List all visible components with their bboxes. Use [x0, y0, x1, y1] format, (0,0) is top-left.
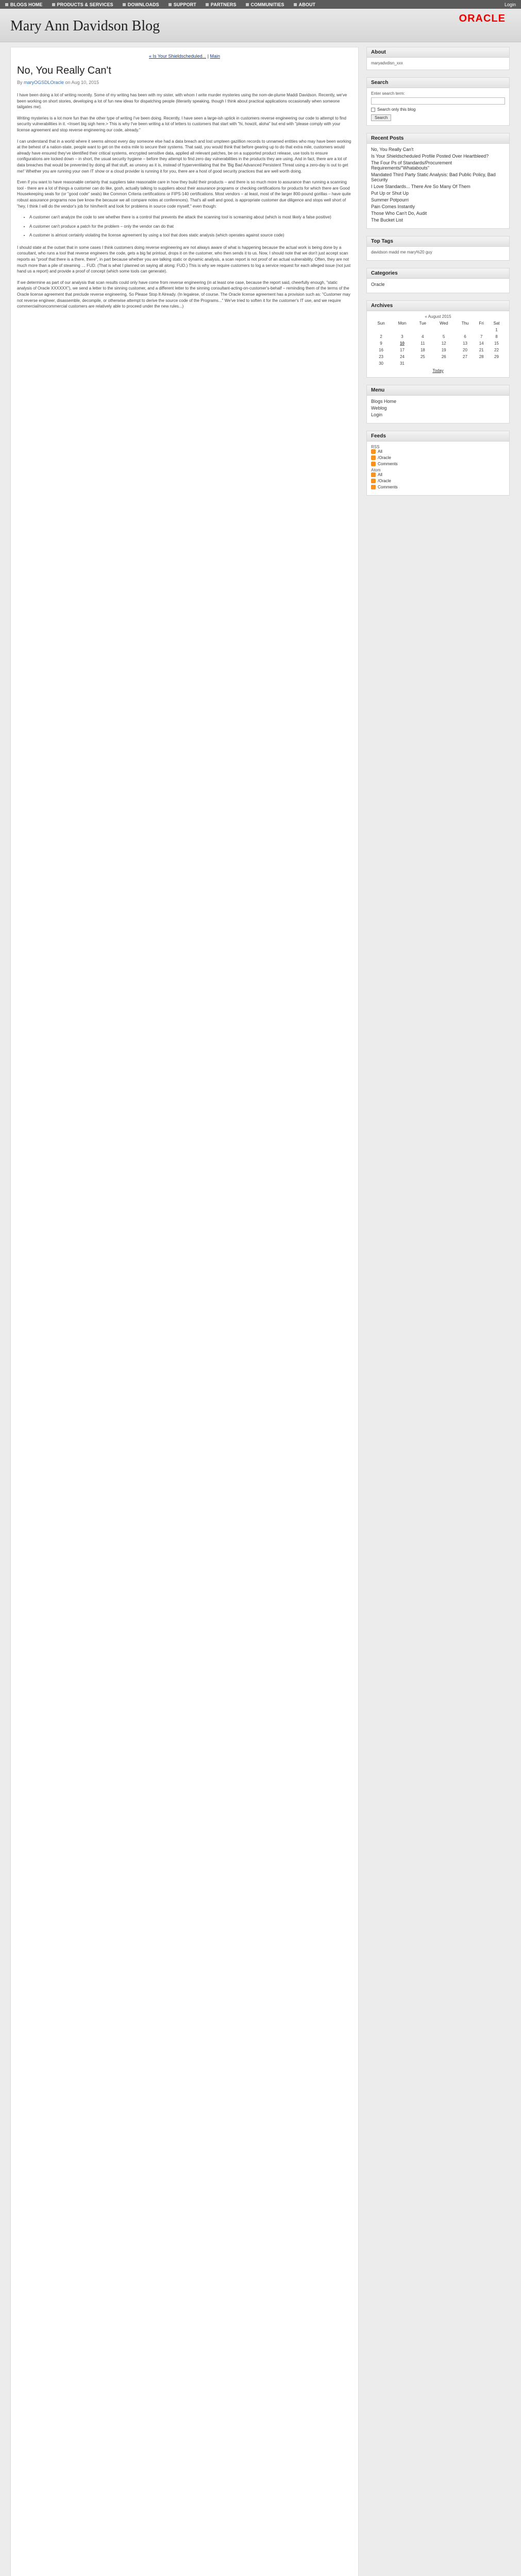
nav-support[interactable]: SUPPORT: [169, 2, 196, 7]
calendar-day: 25: [420, 354, 425, 359]
feed-label: Comments: [378, 462, 398, 466]
blog-title[interactable]: Mary Ann Davidson Blog: [10, 18, 160, 34]
post-paragraph: I can understand that in a world where it seems almost every day someone else had a data breach and lost umpteen gazillion records to unnamed entities who may have been working at the behest of a nation-state, people want to get on the extra mile to secure their systems. That said, you would think that before gearing up to do that extra mile, customers would already have ensured they've identified their critical systems, encrypted sensitive data, applied all relevant patches, be on a supported product release, use tools to ensure configurations are locked down – in short, the usual security hygiene – before they attempt to find zero day vulnerabilities in the products they are using. And in fact, there are a lot of data breaches that would be prevented by doing all that stuff, as unsexy as it is, instead of hyperventilating that the 'Big Bad Advanced Persistent Threat using a zero-day is out to get me!' Whether you are running your own IT show or a cloud provider is running it for you, there are a host of good security practices that are well worth doing.: [17, 139, 351, 174]
nav-bullet-icon: [169, 3, 172, 6]
calendar-day: 22: [494, 348, 499, 352]
about-widget: [366, 47, 510, 70]
feed-item[interactable]: [371, 479, 505, 483]
post-paragraph: I should state at the outset that in some cases I think customers doing reverse engineering are not always aware of what is happening because the actual work is being done by a consultant, who runs a tool that reverse engineers the code, gets a big fat printout, drops it on the customer, who then sends it to us. Now, I should note that we don't just accept scan reports as "proof that there is a there, there", in part because whether you are talking static or dynamic analysis, a scan report is not proof of an actual vulnerability. Often, they are not much more than a pile of steaming … FUD. (That is what I planned on saying all along: FUD.) This is why we require customers to log a service request for each alleged issue (not just hand us a report) and provide a proof of concept (which some tools can generate).: [17, 245, 351, 274]
feed-label: /Oracle: [378, 479, 391, 483]
weekday-label: Tue: [419, 321, 427, 326]
calendar-day-current[interactable]: 10: [399, 341, 405, 346]
rss-icon: [371, 455, 376, 460]
category-link[interactable]: Oracle: [371, 282, 385, 287]
recent-posts-widget: [366, 133, 510, 229]
feed-item[interactable]: [371, 472, 505, 477]
weekday-label: Mon: [398, 321, 407, 326]
bullet-item: • A customer is almost certainly violating the license agreement by using a tool that does static analysis (which operates against source code): [29, 232, 352, 239]
calendar-day: 24: [399, 354, 405, 359]
main-link[interactable]: Main: [210, 54, 220, 59]
today-link[interactable]: Today: [432, 368, 444, 373]
weekday-label: Fri: [479, 321, 484, 326]
calendar-day: 18: [420, 348, 425, 352]
calendar-day: [456, 360, 475, 367]
feed-label: Comments: [378, 485, 398, 489]
calendar-week: [371, 353, 505, 360]
calendar-day: 15: [494, 341, 499, 346]
bullet-item: • A customer can't analyze the code to see whether there is a control that prevents the attack the scanning tool is screaming about (which is most likely a false positive): [29, 214, 352, 221]
calendar-day: 31: [399, 361, 405, 366]
menu-widget: [366, 385, 510, 423]
feed-item[interactable]: [371, 449, 505, 454]
recent-post-link[interactable]: No, You Really Can't: [371, 147, 414, 152]
search-label: Enter search term:: [371, 91, 405, 96]
calendar-day: 2: [380, 334, 382, 339]
nav-partners[interactable]: PARTNERS: [206, 2, 237, 7]
about-heading: About: [367, 47, 509, 58]
calendar-day: 3: [401, 334, 404, 339]
calendar-day: 5: [442, 334, 445, 339]
calendar-day: [432, 360, 456, 367]
login-link[interactable]: Login: [504, 2, 516, 7]
about-text: maryadvdisn_xxx: [371, 61, 403, 65]
blog-banner: [0, 9, 521, 42]
nav-about[interactable]: ABOUT: [294, 2, 316, 7]
feeds-widget: [366, 431, 510, 496]
rss-icon: [371, 449, 376, 454]
calendar-day: [413, 360, 432, 367]
post-paragraph: Even if you want to have reasonable certainty that suppliers take reasonable care in how they build their products – and there is so much more to assurance than running a scanning tool - there are a lot of things a customer can do like, gosh, actually talking to suppliers about their assurance programs or checking certifications for products for which there are Good Housekeeping seals for (or "good code" seals) like Common Criteria certifications or FIPS-140 certifications. Most vendors – at least, most of the larger 800-pound gorillas – have quite robust assurance programs now (we know the because we all compare notes at conferences). That's all well and good, is appropriate customer due diligence and stops well short of "hey, I think I will do the vendor's job for him/her/it and look for problems in source code myself," even though:: [17, 180, 351, 209]
meta-prefix: By: [17, 80, 24, 85]
calendar-day: 12: [441, 341, 446, 346]
menu-link-weblog[interactable]: Weblog: [371, 405, 387, 411]
calendar-day: 1: [495, 328, 498, 332]
calendar-month[interactable]: « August 2015: [425, 314, 451, 319]
calendar-day: [475, 327, 488, 333]
recent-post-link[interactable]: The Bucket List: [371, 217, 404, 223]
calendar-day: 11: [421, 341, 425, 346]
calendar-week: [371, 340, 505, 347]
post-paragraph: Writing mysteries is a lot more fun than the other type of writing I've been doing. Recently, I have seen a large-ish uptick in customers reverse engineering our code to attempt to find security vulnerabilities in it. <Insert big sigh here.> This is why I've been writing a lot of letters to customers that start with "hi, howzit, aloha" but end with "please comply with your license agreement and stop reverse engineering our code, already.": [17, 115, 346, 132]
categories-heading: Categories: [367, 268, 509, 279]
calendar-week: [371, 360, 505, 367]
calendar-day: [391, 327, 413, 333]
nav-bullet-icon: [246, 3, 249, 6]
recent-post-link[interactable]: I Love Standards... There Are So Many Of Them: [371, 184, 470, 189]
rss-icon: [371, 485, 376, 489]
calendar-day: 26: [441, 354, 446, 359]
calendar-day: [456, 327, 475, 333]
nav-separator: |: [207, 54, 209, 59]
post-column: [10, 47, 359, 2576]
checkbox-icon[interactable]: [371, 108, 375, 112]
rss-icon: [371, 472, 376, 477]
search-widget: [366, 77, 510, 126]
menu-link-login[interactable]: Login: [371, 412, 383, 417]
calendar-day: 27: [463, 354, 467, 359]
calendar-day: 13: [463, 341, 467, 346]
calendar-day: 8: [495, 334, 498, 339]
calendar-day: [371, 327, 391, 333]
rss-icon: [371, 462, 376, 466]
post-paragraph: I have been doing a lot of writing recently. Some of my writing has been with my sister, with whom I write murder mysteries using the nom-de-plume Maddi Davidson. Recently, we've been working on short stories, developing a lot of fun new ideas for dispatching people (literarily speaking, though I think about practical applications occasionally when someone tailgates me).: [17, 93, 347, 110]
tag-cloud[interactable]: davidson madd me mary%20 guy: [371, 250, 432, 255]
feed-label: All: [378, 472, 382, 477]
feeds-heading: Feeds: [367, 431, 509, 442]
calendar-weekdays: [371, 320, 505, 327]
calendar-day: 14: [479, 341, 484, 346]
menu-link-blogs-home[interactable]: Blogs Home: [371, 399, 397, 404]
checkbox-label: Search only this blog: [377, 107, 416, 112]
feed-label: All: [378, 449, 382, 454]
calendar-day: 6: [464, 334, 466, 339]
bullet-item: • A customer can't produce a patch for the problem – only the vendor can do that: [29, 224, 352, 230]
calendar-day: 20: [463, 348, 467, 352]
calendar-day: [488, 360, 505, 367]
post-navigation-top: [17, 54, 352, 59]
archives-heading: Archives: [367, 301, 509, 311]
meta-date: on Aug 10, 2015: [64, 80, 99, 85]
weekday-label: Sun: [377, 321, 385, 326]
recent-post-link[interactable]: Those Who Can't Do, Audit: [371, 211, 427, 216]
recent-post-link[interactable]: Mandated Third Party Static Analysis: Bad Public Policy, Bad Security: [371, 172, 496, 182]
nav-products[interactable]: PRODUCTS & SERVICES: [52, 2, 113, 7]
weekday-label: Wed: [440, 321, 448, 326]
calendar-day: 19: [441, 348, 446, 352]
sidebar: [366, 47, 510, 2576]
menu-heading: Menu: [367, 385, 509, 396]
nav-bullet-icon: [294, 3, 297, 6]
nav-bullet-icon: [123, 3, 126, 6]
feed-item[interactable]: [371, 462, 505, 466]
search-only-blog-option[interactable]: [371, 107, 505, 112]
post-meta: [17, 80, 352, 85]
search-button[interactable]: Search: [371, 114, 391, 121]
calendar-day: 28: [479, 354, 484, 359]
nav-blogs-home[interactable]: BLOGS HOME: [5, 2, 43, 7]
calendar-day: 30: [379, 361, 383, 366]
top-navigation: [0, 0, 521, 9]
post-body: [17, 92, 352, 310]
calendar-day: 21: [479, 348, 484, 352]
author-link[interactable]: maryOGSDLOracle: [24, 80, 64, 85]
recent-posts-heading: Recent Posts: [367, 133, 509, 144]
recent-post-link[interactable]: The Four Ps of Standards/Procurement Requirements/"Whatabouts": [371, 160, 452, 171]
recent-post-link[interactable]: Put Up or Shut Up: [371, 191, 409, 196]
nav-bullet-icon: [206, 3, 209, 6]
rss-label: RSS: [371, 445, 380, 449]
prev-post-link[interactable]: « Is Your Shieldscheduled...: [149, 54, 207, 59]
search-heading: Search: [367, 78, 509, 88]
calendar-week: [371, 347, 505, 353]
post-paragraph: If we determine as part of our analysis that scan results could only have come from reverse engineering (in at least one case, because the report said, cheerfully enough, "static analysis of Oracle XXXXXX"), we send a letter to the sinning customer, and a different letter to the sinning consultant-acting-on-customer's-behalf – reminding them of the terms of the Oracle license agreement that preclude reverse engineering, So Please Stop It Already. (In legalese, of course. The Oracle license agreement has a provision such as: "Customer may not reverse engineer, disassemble, decompile, or otherwise attempt to derive the source code of the Programs..." We've tried to soften it for the customer's IT use, and we require commercial/noncommercial customers are relatively able to proceed under the new rules...): [17, 280, 350, 309]
content-wrapper: [0, 42, 521, 2576]
feed-label: /Oracle: [378, 455, 391, 460]
archive-calendar: [371, 314, 505, 367]
recent-post-link[interactable]: Summer Potpourri: [371, 197, 409, 202]
calendar-day: 7: [480, 334, 483, 339]
nav-bullet-icon: [5, 3, 8, 6]
calendar-week: [371, 333, 505, 340]
weekday-label: Sat: [493, 321, 500, 326]
feed-item[interactable]: [371, 485, 505, 489]
archives-widget: [366, 300, 510, 378]
calendar-day: 17: [399, 348, 405, 352]
calendar-day: [475, 360, 488, 367]
calendar-day: 29: [494, 354, 499, 359]
calendar-day: 4: [422, 334, 424, 339]
post-bullet-list: [17, 214, 352, 239]
calendar-day: 9: [380, 341, 382, 346]
recent-post-link[interactable]: Is Your Shieldscheduled Profile Posted Over Heartbleed?: [371, 154, 489, 159]
search-input[interactable]: [371, 97, 505, 105]
post-title: No, You Really Can't: [17, 65, 111, 76]
nav-downloads[interactable]: DOWNLOADS: [123, 2, 159, 7]
calendar-day: [432, 327, 456, 333]
nav-bullet-icon: [52, 3, 55, 6]
top-tags-heading: Top Tags: [367, 236, 509, 247]
top-tags-widget: [366, 236, 510, 261]
rss-icon: [371, 479, 376, 483]
oracle-logo[interactable]: ORACLE: [459, 13, 506, 24]
weekday-label: Thu: [461, 321, 469, 326]
feed-item[interactable]: [371, 455, 505, 460]
calendar-day: 16: [379, 348, 383, 352]
categories-widget: [366, 268, 510, 293]
calendar-day: 23: [379, 354, 383, 359]
atom-label: Atom: [371, 468, 381, 472]
calendar-week: [371, 327, 505, 333]
calendar-day: [413, 327, 432, 333]
recent-post-link[interactable]: Pain Comes Instantly: [371, 204, 415, 209]
nav-communities[interactable]: COMMUNITIES: [246, 2, 284, 7]
